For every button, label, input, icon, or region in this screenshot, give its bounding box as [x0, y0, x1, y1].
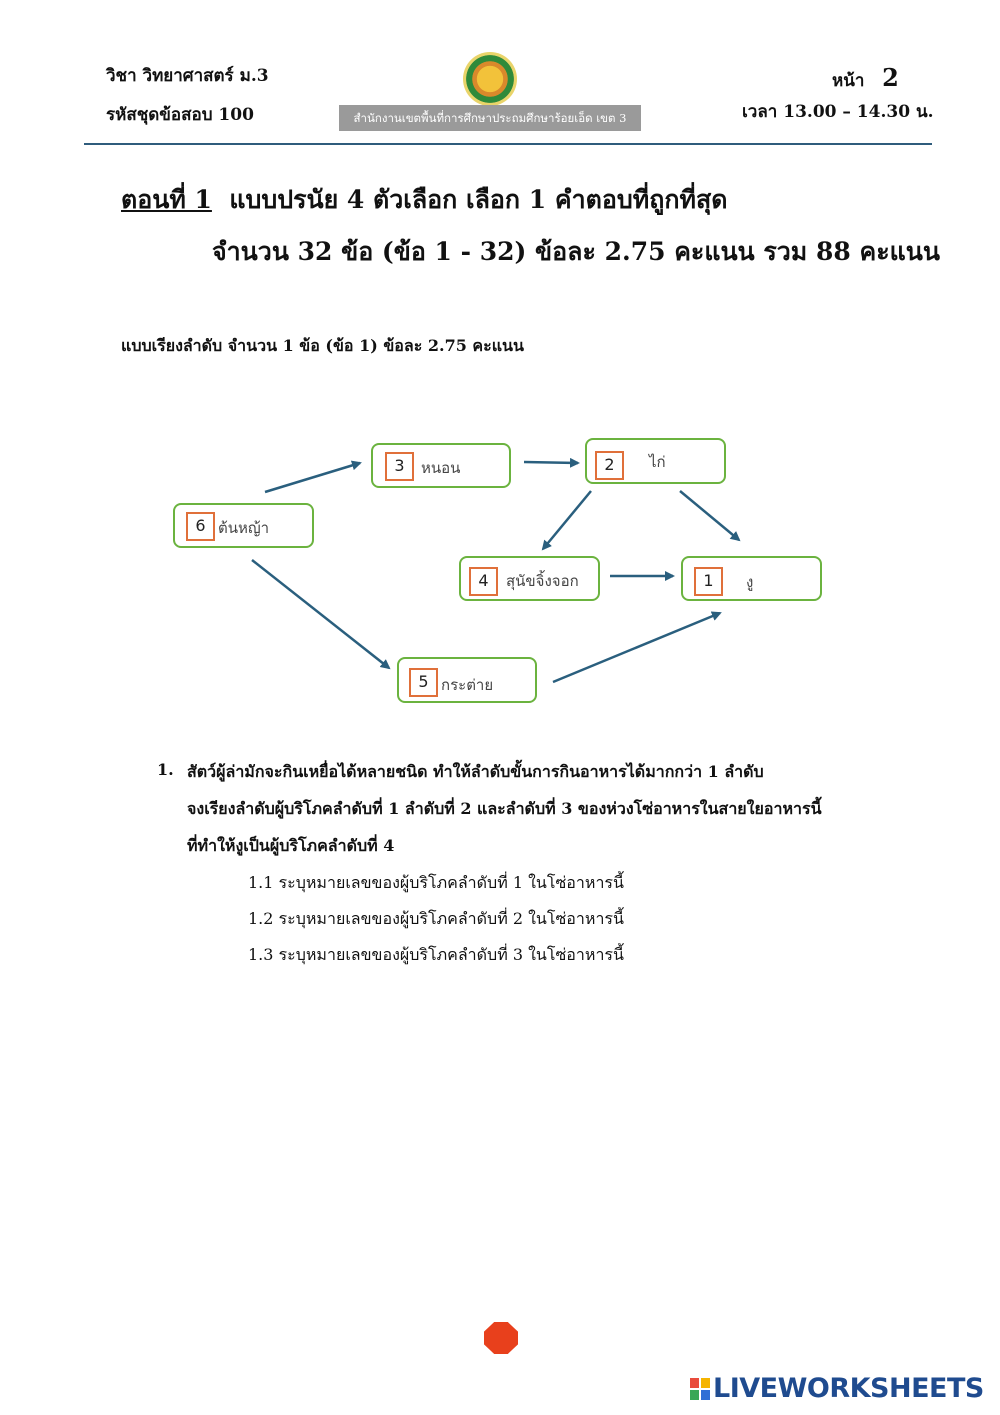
arrow-grass-to-rabbit	[252, 560, 389, 668]
question-line-2: จงเรียงลำดับผู้บริโภคลำดับที่ 1 ลำดับที่ 2 และลำดับที่ 3 ของห่วงโซ่อาหารในสายใยอาหารนี้	[187, 799, 822, 818]
node-worm	[371, 443, 511, 488]
node-label: หนอน	[421, 459, 461, 477]
node-chicken	[585, 438, 726, 484]
node-grass	[173, 503, 314, 548]
section-title-part: ตอนที่ 1	[121, 185, 212, 214]
liveworksheets-icon	[690, 1378, 710, 1400]
node-label: สุนัขจิ้งจอก	[506, 572, 579, 590]
arrow-chicken-to-snake	[680, 491, 739, 540]
node-label: งู	[746, 573, 754, 591]
section-subtitle: จำนวน 32 ข้อ (ข้อ 1 - 32) ข้อละ 2.75 คะแนน รวม 88 คะแนน	[212, 237, 940, 266]
subject-label: วิชา วิทยาศาสตร์ ม.3	[106, 66, 269, 86]
brand-text: LIVEWORKSHEETS	[713, 1373, 984, 1404]
node-label: กระต่าย	[441, 676, 494, 694]
question-line-3: ที่ทำให้งูเป็นผู้บริโภคลำดับที่ 4	[187, 836, 395, 855]
page-label: หน้า	[832, 71, 865, 91]
sub-question-1: 1.1 ระบุหมายเลขของผู้บริโภคลำดับที่ 1 ในโซ่อาหารนี้	[248, 873, 624, 892]
node-number[interactable]: 4	[469, 567, 498, 596]
node-number[interactable]: 5	[409, 668, 438, 697]
node-rabbit	[397, 657, 537, 703]
liveworksheets-logo	[690, 1373, 984, 1404]
arrow-worm-to-chicken	[524, 462, 578, 463]
exam-time: เวลา 13.00 – 14.30 น.	[742, 102, 934, 122]
node-number[interactable]: 1	[694, 567, 723, 596]
office-name: สำนักงานเขตพื้นที่การศึกษาประถมศึกษาร้อยเอ็ด เขต 3	[339, 105, 641, 131]
exam-code-label: รหัสชุดข้อสอบ 100	[106, 105, 254, 125]
sub-question-3: 1.3 ระบุหมายเลขของผู้บริโภคลำดับที่ 3 ในโซ่อาหารนี้	[248, 945, 624, 964]
arrow-chicken-to-jackal	[543, 491, 591, 549]
question-number: 1.	[157, 760, 174, 779]
arrow-rabbit-to-snake	[553, 613, 720, 682]
section-title-desc: แบบปรนัย 4 ตัวเลือก เลือก 1 คำตอบที่ถูกที่สุด	[229, 185, 728, 214]
page-number: 2	[882, 63, 899, 92]
sub-question-2: 1.2 ระบุหมายเลขของผู้บริโภคลำดับที่ 2 ในโซ่อาหารนี้	[248, 909, 624, 928]
arrow-grass-to-worm	[265, 463, 360, 492]
question-line-1: สัตว์ผู้ล่ามักจะกินเหยื่อได้หลายชนิด ทำให้ลำดับขั้นการกินอาหารได้มากกว่า 1 ลำดับ	[187, 762, 764, 781]
node-snake	[681, 556, 822, 601]
instruction-text: แบบเรียงลำดับ จำนวน 1 ข้อ (ข้อ 1) ข้อละ 2.75 คะแนน	[121, 336, 524, 355]
node-label: ไก่	[649, 453, 666, 471]
stop-button[interactable]	[484, 1322, 518, 1354]
node-number[interactable]: 2	[595, 451, 624, 480]
node-jackal	[459, 556, 600, 601]
node-label: ต้นหญ้า	[218, 519, 270, 537]
node-number[interactable]: 3	[385, 452, 414, 481]
node-number[interactable]: 6	[186, 512, 215, 541]
